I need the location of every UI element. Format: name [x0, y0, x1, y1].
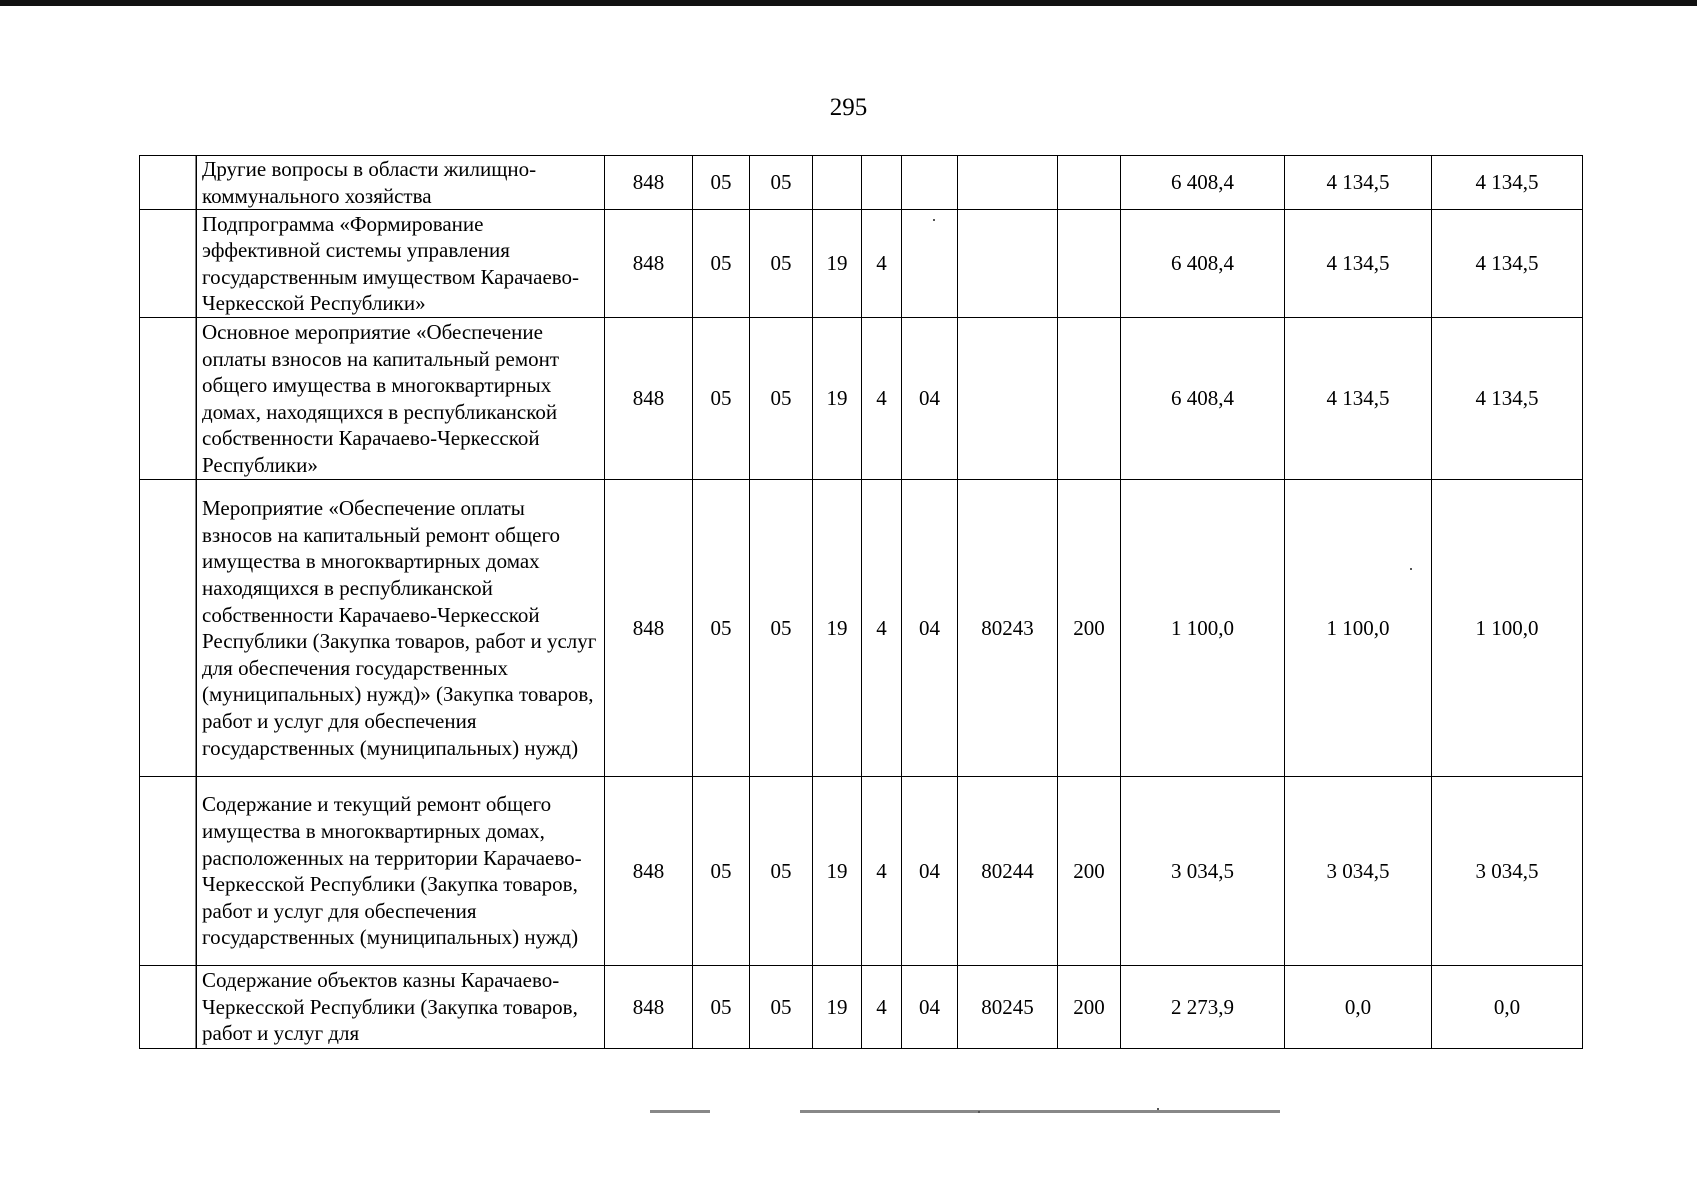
ved-cell: 848: [605, 777, 693, 966]
expense-type-cell: 200: [1058, 777, 1121, 966]
expense-type-cell: [1058, 156, 1121, 210]
year3-amount-cell: 4 134,5: [1432, 210, 1583, 318]
item-name-cell: Другие вопросы в области жилищно-коммунального хозяйства: [140, 156, 605, 210]
table-row: [140, 777, 1583, 966]
top-scan-border: [0, 0, 1697, 6]
item-name-cell: Основное мероприятие «Обеспечение оплаты взносов на капитальный ремонт общего имущества в многоквартирных домах, находящихся в республиканской собственности Карачаево-Черкесской Республики»: [140, 318, 605, 480]
activity-cell: 04: [902, 777, 958, 966]
direction-cell: 80245: [958, 966, 1058, 1049]
program-cell: 19: [813, 318, 862, 480]
program-cell: [813, 156, 862, 210]
table-row: [140, 156, 1583, 210]
program-cell: 19: [813, 480, 862, 777]
section-cell: 05: [693, 966, 750, 1049]
year3-amount-cell: 1 100,0: [1432, 480, 1583, 777]
year3-amount-cell: 0,0: [1432, 966, 1583, 1049]
year2-amount-cell: 1 100,0: [1285, 480, 1432, 777]
table-body: [140, 156, 1583, 1049]
subprogram-cell: [862, 156, 902, 210]
scan-artifact-line: [800, 1110, 1280, 1113]
section-cell: 05: [693, 156, 750, 210]
subsection-cell: 05: [750, 210, 813, 318]
subsection-cell: 05: [750, 480, 813, 777]
page-number: 295: [829, 94, 868, 121]
activity-cell: 04: [902, 318, 958, 480]
year1-amount-cell: 6 408,4: [1121, 156, 1285, 210]
year3-amount-cell: 4 134,5: [1432, 318, 1583, 480]
item-name-cell: Подпрограмма «Формирование эффективной системы управления государственным имуществом Карачаево-Черкесской Республики»: [140, 210, 605, 318]
year1-amount-cell: 3 034,5: [1121, 777, 1285, 966]
item-name-cell: Содержание объектов казны Карачаево-Черкесской Республики (Закупка товаров, работ и услуг для: [140, 966, 605, 1049]
ved-cell: 848: [605, 210, 693, 318]
year2-amount-cell: 3 034,5: [1285, 777, 1432, 966]
year2-amount-cell: 0,0: [1285, 966, 1432, 1049]
year2-amount-cell: 4 134,5: [1285, 156, 1432, 210]
expense-type-cell: [1058, 210, 1121, 318]
subprogram-cell: 4: [862, 480, 902, 777]
year2-amount-cell: 4 134,5: [1285, 210, 1432, 318]
scan-artifact-dot: [1157, 1108, 1159, 1110]
subsection-cell: 05: [750, 777, 813, 966]
activity-cell: [902, 156, 958, 210]
activity-cell: 04: [902, 480, 958, 777]
section-cell: 05: [693, 777, 750, 966]
ved-cell: 848: [605, 318, 693, 480]
year1-amount-cell: 6 408,4: [1121, 318, 1285, 480]
item-name-cell: Содержание и текущий ремонт общего имущества в многоквартирных домах, расположенных на территории Карачаево-Черкесской Республики (Закупка товаров, работ и услуг для обеспечения государственных (муниципальных) нужд): [140, 777, 605, 966]
ved-cell: 848: [605, 156, 693, 210]
activity-cell: [902, 210, 958, 318]
direction-cell: [958, 156, 1058, 210]
direction-cell: 80243: [958, 480, 1058, 777]
scan-artifact-line: [650, 1110, 710, 1113]
item-name-cell: Мероприятие «Обеспечение оплаты взносов на капитальный ремонт общего имущества в многоквартирных домах находящихся в республиканской собственности Карачаево-Черкесской Республики (Закупка товаров, работ и услуг для обеспечения государственных (муниципальных) нужд)» (Закупка товаров, работ и услуг для обеспечения государственных (муниципальных) нужд): [140, 480, 605, 777]
table-row: [140, 318, 1583, 480]
ved-cell: 848: [605, 966, 693, 1049]
table-row: [140, 210, 1583, 318]
subprogram-cell: 4: [862, 966, 902, 1049]
section-cell: 05: [693, 210, 750, 318]
year1-amount-cell: 6 408,4: [1121, 210, 1285, 318]
program-cell: 19: [813, 777, 862, 966]
year1-amount-cell: 1 100,0: [1121, 480, 1285, 777]
activity-cell: 04: [902, 966, 958, 1049]
subprogram-cell: 4: [862, 210, 902, 318]
year1-amount-cell: 2 273,9: [1121, 966, 1285, 1049]
year2-amount-cell: 4 134,5: [1285, 318, 1432, 480]
table-row: [140, 966, 1583, 1049]
direction-cell: 80244: [958, 777, 1058, 966]
year3-amount-cell: 4 134,5: [1432, 156, 1583, 210]
subprogram-cell: 4: [862, 777, 902, 966]
subsection-cell: 05: [750, 966, 813, 1049]
direction-cell: [958, 318, 1058, 480]
subsection-cell: 05: [750, 156, 813, 210]
section-cell: 05: [693, 480, 750, 777]
scan-artifact-dot: [933, 219, 935, 221]
budget-table: [139, 155, 1583, 1049]
subprogram-cell: 4: [862, 318, 902, 480]
scan-artifact-dot: [978, 1111, 980, 1113]
expense-type-cell: [1058, 318, 1121, 480]
subsection-cell: 05: [750, 318, 813, 480]
year3-amount-cell: 3 034,5: [1432, 777, 1583, 966]
expense-type-cell: 200: [1058, 480, 1121, 777]
direction-cell: [958, 210, 1058, 318]
program-cell: 19: [813, 210, 862, 318]
program-cell: 19: [813, 966, 862, 1049]
section-cell: 05: [693, 318, 750, 480]
expense-type-cell: 200: [1058, 966, 1121, 1049]
table-row: [140, 480, 1583, 777]
ved-cell: 848: [605, 480, 693, 777]
scan-artifact-dot: [1410, 568, 1412, 570]
